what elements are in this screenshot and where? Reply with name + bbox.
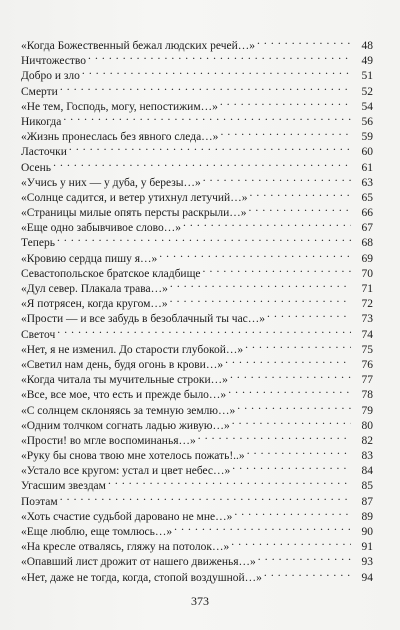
toc-entry-title: «Одним толчком согнать ладью живую…»: [21, 419, 230, 432]
dot-leader: [57, 231, 351, 246]
toc-entry-page: 73: [361, 313, 373, 326]
toc-entry-page: 75: [361, 343, 373, 356]
toc-entry-page: 60: [361, 146, 373, 159]
toc-entry-page: 70: [361, 267, 373, 280]
toc-entry-page: 61: [361, 161, 373, 174]
toc-entry: [21, 247, 373, 265]
dot-leader: [257, 34, 351, 49]
dot-leader: [53, 156, 351, 171]
toc-entry-page: 67: [361, 222, 373, 235]
dot-leader: [63, 110, 351, 125]
toc-entry-page: 80: [361, 419, 373, 432]
toc-entry-page: 83: [361, 450, 373, 463]
toc-entry-title: «С солнцем склоняясь за темную землю…»: [21, 404, 236, 417]
toc-entry-title: Угасшим звездам: [21, 480, 106, 493]
dot-leader: [248, 201, 351, 216]
dot-leader: [69, 140, 351, 155]
toc-entry-title: «Дул север. Плакала трава…»: [21, 283, 168, 295]
toc-entry-page: 89: [361, 510, 373, 523]
toc-entry-page: 48: [361, 40, 373, 52]
dot-leader: [57, 323, 351, 338]
toc-entry-title: «Когда Божественный бежал людских речей…»: [21, 40, 255, 52]
dot-leader: [220, 95, 351, 110]
toc-entry-page: 82: [361, 434, 373, 447]
toc-entry-title: Теперь: [21, 237, 55, 250]
dot-leader: [203, 262, 351, 277]
toc-entry: [21, 323, 373, 341]
toc-entry: [21, 125, 373, 144]
toc-entry-title: Ничтожество: [21, 55, 86, 68]
dot-leader: [220, 125, 351, 140]
toc-entry-title: Смерти: [21, 85, 58, 98]
toc-entry-page: 71: [361, 283, 373, 295]
dot-leader: [247, 444, 351, 459]
toc-entry-title: Севастопольское братское кладбище: [21, 267, 201, 280]
dot-leader: [170, 292, 351, 307]
toc-entry-title: Добро и зло: [21, 70, 80, 83]
toc-entry-title: Светоч: [21, 328, 56, 341]
toc-entry-page: 56: [361, 115, 373, 128]
toc-entry-title: «Прости! во мгле воспоминанья…»: [21, 434, 196, 447]
dot-leader: [159, 247, 351, 262]
dot-leader: [231, 535, 351, 550]
dot-leader: [203, 171, 351, 186]
dot-leader: [264, 566, 351, 581]
toc-entry-page: 49: [361, 55, 373, 68]
toc-entry-page: 65: [361, 191, 373, 204]
dot-leader: [249, 186, 351, 201]
toc-entry-title: «Светил нам день, будя огонь в крови…»: [21, 358, 224, 371]
toc-entry-page: 59: [361, 131, 373, 144]
dot-leader: [245, 338, 351, 353]
dot-leader: [267, 307, 351, 322]
toc-entry-page: 85: [361, 480, 373, 493]
table-of-contents: [21, 34, 373, 584]
toc-entry-title: «Хоть счастие судьбой даровано не мне…»: [21, 510, 233, 523]
toc-entry-title: Никогда: [21, 115, 62, 128]
toc-entry: [21, 80, 373, 98]
toc-entry-page: 63: [361, 176, 373, 189]
toc-entry-page: 78: [361, 389, 373, 402]
dot-leader: [88, 49, 351, 64]
toc-entry-page: 69: [361, 252, 373, 265]
dot-leader: [234, 505, 351, 520]
toc-entry-title: «Жизнь пронеслась без явного следа…»: [21, 131, 219, 144]
toc-entry-page: 74: [361, 328, 373, 341]
toc-entry-title: «Кровию сердца пишу я…»: [21, 252, 158, 265]
toc-entry: [21, 171, 373, 189]
toc-entry-page: 52: [361, 85, 373, 98]
toc-entry-title: «Страницы милые опять персты раскрыли…»: [21, 207, 247, 220]
toc-entry-title: «Я потрясен, когда кругом…»: [21, 298, 168, 311]
toc-entry-page: 94: [361, 571, 373, 584]
toc-entry: [21, 140, 373, 159]
dot-leader: [183, 216, 351, 231]
toc-entry-title: «Все, все мое, что есть и прежде было…»: [21, 389, 227, 402]
dot-leader: [258, 550, 351, 565]
toc-entry-title: «Еще люблю, еще томлюсь…»: [21, 526, 173, 538]
dot-leader: [60, 80, 351, 95]
toc-entry-title: «Прости — и все забудь в безоблачный ты час…»: [21, 313, 266, 326]
toc-entry-title: «Не тем, Господь, могу, непостижим…»: [21, 100, 218, 113]
toc-entry: [21, 156, 373, 174]
toc-entry-page: 68: [361, 237, 373, 250]
toc-entry-page: 66: [361, 207, 373, 220]
toc-entry-page: 84: [361, 465, 373, 478]
page-number: 373: [191, 594, 209, 608]
toc-entry: [21, 505, 373, 523]
toc-entry-page: 79: [361, 404, 373, 417]
toc-entry-title: «Нет, даже не тогда, когда, стопой воздушной…»: [21, 571, 262, 584]
toc-entry-title: Поэтам: [21, 495, 58, 508]
toc-entry-title: «Еще одно забывчивое слово…»: [21, 222, 181, 235]
dot-leader: [237, 399, 351, 414]
dot-leader: [225, 353, 351, 368]
toc-entry: [21, 231, 373, 250]
toc-entry-page: 51: [361, 70, 373, 83]
toc-entry-page: 87: [361, 495, 373, 508]
toc-entry-page: 76: [361, 358, 373, 371]
dot-leader: [232, 459, 351, 474]
dot-leader: [232, 414, 351, 429]
toc-entry-title: «Руку бы снова твою мне хотелось пожать!..»: [21, 450, 245, 463]
dot-leader: [228, 383, 351, 398]
dot-leader: [230, 368, 351, 383]
toc-entry-page: 72: [361, 298, 373, 311]
toc-entry: [21, 95, 373, 113]
toc-entry-page: 77: [361, 374, 373, 387]
toc-entry-page: 90: [361, 526, 373, 538]
toc-entry-title: «Опавший лист дрожит от нашего движенья…»: [21, 556, 256, 569]
dot-leader: [60, 490, 351, 505]
toc-entry-title: «Нет, я не изменил. До старости глубокой…»: [21, 343, 244, 356]
toc-entry-title: Осень: [21, 161, 52, 174]
toc-entry-title: «Учись у них — у дуба, у березы…»: [21, 176, 201, 189]
toc-entry: [21, 338, 373, 356]
toc-entry-title: Ласточки: [21, 146, 67, 159]
dot-leader: [170, 277, 351, 292]
toc-entry-title: «Солнце садится, и ветер утихнул летучий…»: [21, 191, 248, 204]
dot-leader: [198, 429, 351, 444]
toc-entry-page: 93: [361, 556, 373, 569]
toc-entry: [21, 490, 373, 508]
dot-leader: [108, 474, 351, 489]
toc-entry-page: 54: [361, 100, 373, 113]
dot-leader: [82, 64, 351, 79]
dot-leader: [174, 520, 351, 535]
toc-entry-title: «Устало все кругом: устал и цвет небес…»: [21, 465, 231, 478]
toc-entry-title: «Когда читала ты мучительные строки…»: [21, 374, 228, 387]
toc-entry: [21, 34, 373, 52]
toc-entry: [21, 110, 373, 128]
toc-entry-page: 91: [361, 541, 373, 554]
toc-entry-title: «На кресле отвалясь, гляжу на потолок…»: [21, 541, 230, 554]
